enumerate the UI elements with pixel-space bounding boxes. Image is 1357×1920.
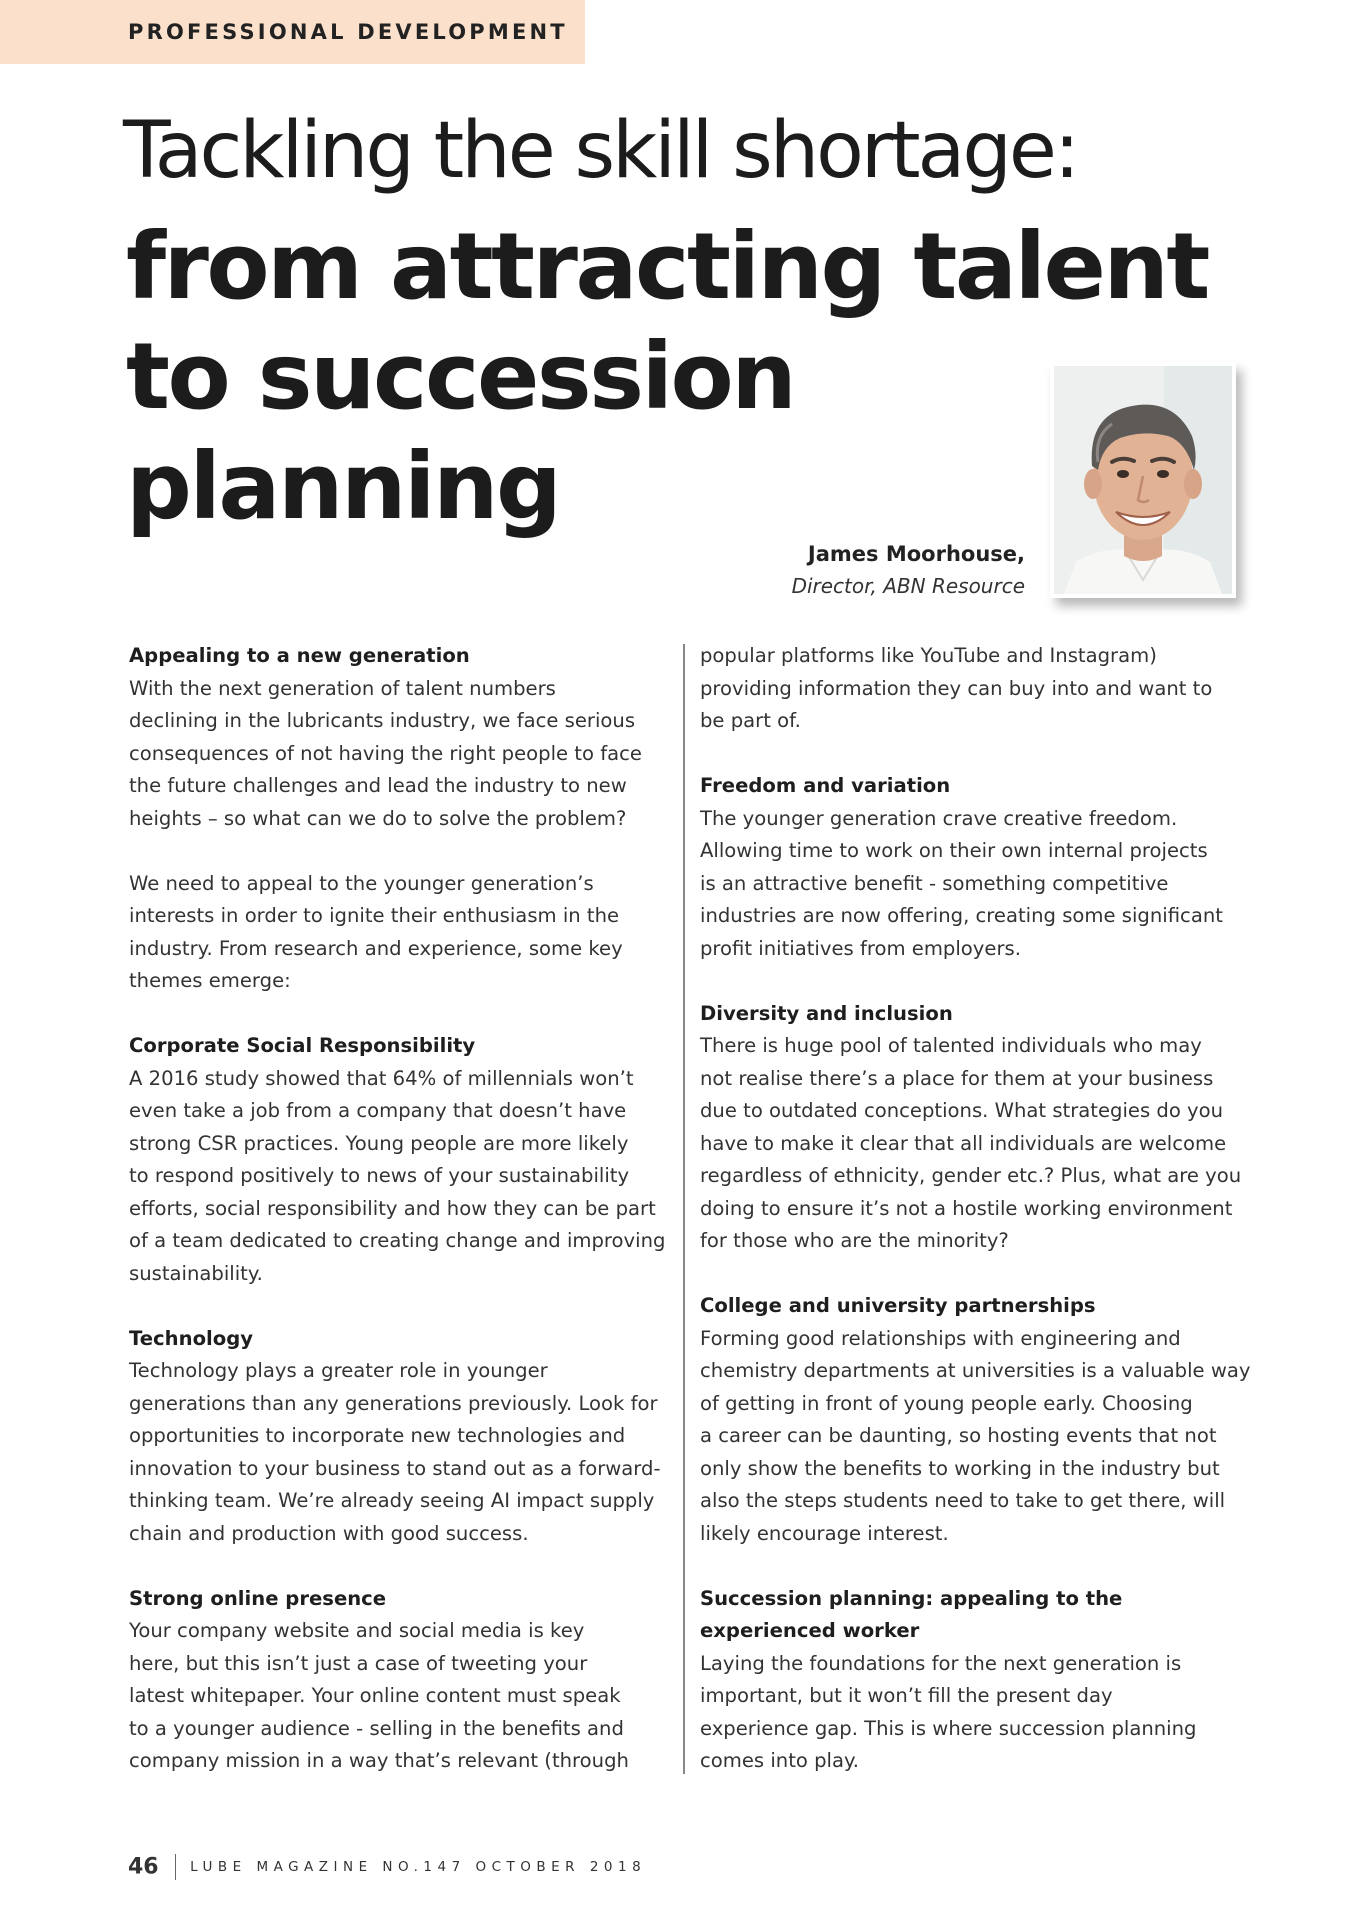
text-line: experience gap. This is where succession planning: [700, 1716, 1197, 1740]
text-line: chemistry departments at universities is a valuable way: [700, 1359, 1251, 1382]
text-line: The younger generation crave creative freedom.: [700, 806, 1178, 830]
body-paragraph: [129, 868, 677, 998]
heading-line: experienced worker: [700, 1619, 920, 1642]
text-line: With the next generation of talent numbers: [129, 676, 556, 700]
author-name: James Moorhouse,: [807, 542, 1025, 566]
section-tag: [0, 0, 585, 64]
section-heading: Freedom and variation: [700, 774, 951, 797]
text-line: efforts, social responsibility and how they can be part: [129, 1196, 656, 1220]
text-line: have to make it clear that all individuals are welcome: [700, 1131, 1227, 1155]
author-byline: [792, 538, 1025, 602]
text-line: themes emerge:: [129, 969, 291, 992]
text-line: to respond positively to news of your sustainability: [129, 1164, 630, 1187]
text-line: doing to ensure it’s not a hostile working environment: [700, 1196, 1233, 1220]
text-line: profit initiatives from employers.: [700, 936, 1021, 960]
text-line: the future challenges and lead the industry to new: [129, 774, 627, 797]
text-line: of getting in front of young people early. Choosing: [700, 1391, 1193, 1415]
text-line: generations than any generations previously. Look for: [129, 1391, 658, 1415]
text-line: Forming good relationships with engineering and: [700, 1326, 1181, 1350]
section-heading: Technology: [129, 1326, 254, 1350]
footer-divider: [175, 1854, 177, 1880]
text-line: popular platforms like YouTube and Instagram): [700, 644, 1157, 667]
article-title-light: Tackling the skill shortage:: [123, 106, 1078, 196]
issue-line: LUBE MAGAZINE NO.147 OCTOBER 2018: [190, 1859, 647, 1875]
title-bold-line: to succession: [126, 323, 795, 430]
text-line: for those who are the minority?: [700, 1229, 1009, 1252]
body-paragraph: [129, 673, 677, 836]
text-line: Laying the foundations for the next generation is: [700, 1651, 1182, 1675]
text-line: industries are now offering, creating some significant: [700, 904, 1223, 927]
text-line: strong CSR practices. Young people are more likely: [129, 1131, 629, 1155]
text-line: be part of.: [700, 709, 801, 732]
text-line: consequences of not having the right people to face: [129, 741, 642, 765]
text-line: not realise there’s a place for them at your business: [700, 1066, 1214, 1090]
text-line: Technology plays a greater role in younger: [129, 1359, 548, 1382]
heading-line: Succession planning: appealing to the: [700, 1586, 1123, 1610]
author-portrait-illustration: [1054, 366, 1232, 594]
text-line: A 2016 study showed that 64% of millennials won’t: [129, 1066, 634, 1090]
text-line: chain and production with good success.: [129, 1521, 529, 1545]
text-line: is an attractive benefit - something competitive: [700, 871, 1169, 895]
text-line: opportunities to incorporate new technologies and: [129, 1424, 626, 1447]
text-line: interests in order to ignite their enthusiasm in the: [129, 904, 620, 927]
text-line: regardless of ethnicity, gender etc.? Plus, what are you: [700, 1164, 1242, 1187]
text-line: providing information they can buy into and want to: [700, 676, 1213, 700]
text-line: a career can be daunting, so hosting events that not: [700, 1424, 1217, 1447]
left-column: [129, 640, 677, 1778]
section-heading: College and university partnerships: [700, 1294, 1096, 1317]
body-paragraph: [700, 640, 1240, 738]
text-line: thinking team. We’re already seeing AI impact supply: [129, 1489, 655, 1512]
text-line: important, but it won’t fill the present day: [700, 1684, 1113, 1707]
body-paragraph: [129, 1063, 677, 1291]
text-line: industry. From research and experience, some key: [129, 936, 623, 960]
author-photo: [1050, 362, 1236, 598]
text-line: heights – so what can we do to solve the problem?: [129, 806, 627, 830]
text-line: only show the benefits to working in the industry but: [700, 1456, 1220, 1480]
body-paragraph: [129, 1355, 677, 1550]
section-heading: [700, 1583, 1240, 1648]
text-line: latest whitepaper. Your online content must speak: [129, 1684, 621, 1707]
body-paragraph: [129, 1615, 677, 1778]
text-line: due to outdated conceptions. What strategies do you: [700, 1099, 1224, 1122]
text-line: here, but this isn’t just a case of tweeting your: [129, 1651, 588, 1675]
section-heading: Corporate Social Responsibility: [129, 1034, 476, 1057]
text-line: We need to appeal to the younger generation’s: [129, 871, 594, 895]
text-line: even take a job from a company that doesn’t have: [129, 1099, 627, 1122]
title-bold-line: planning: [126, 433, 560, 540]
section-heading: Appealing to a new generation: [129, 644, 470, 667]
text-line: also the steps students need to take to get there, will: [700, 1489, 1226, 1512]
text-line: There is huge pool of talented individuals who may: [700, 1034, 1202, 1057]
title-bold-line: from attracting talent: [126, 213, 1208, 320]
section-heading: Diversity and inclusion: [700, 1001, 953, 1025]
page-footer: [128, 1854, 646, 1880]
body-paragraph: [700, 1648, 1240, 1778]
section-label: PROFESSIONAL DEVELOPMENT: [128, 20, 568, 44]
right-column: [700, 640, 1251, 1778]
text-line: declining in the lubricants industry, we face serious: [129, 709, 636, 732]
text-line: company mission in a way that’s relevant (through: [129, 1749, 629, 1772]
column-divider: [683, 644, 685, 1774]
text-line: to a younger audience - selling in the benefits and: [129, 1716, 624, 1740]
text-line: comes into play.: [700, 1749, 860, 1772]
body-paragraph: [700, 1030, 1240, 1258]
section-heading: Strong online presence: [129, 1586, 387, 1610]
text-line: Allowing time to work on their own internal projects: [700, 839, 1208, 862]
text-line: Your company website and social media is key: [129, 1619, 585, 1642]
author-role: Director, ABN Resource: [791, 574, 1025, 598]
text-line: innovation to your business to stand out as a forward-: [129, 1456, 661, 1480]
text-line: sustainability.: [129, 1261, 263, 1285]
body-paragraph: [700, 1323, 1251, 1551]
text-line: of a team dedicated to creating change and improving: [129, 1229, 666, 1252]
body-paragraph: [700, 803, 1240, 966]
page-number: 46: [128, 1854, 159, 1880]
text-line: likely encourage interest.: [700, 1521, 949, 1545]
